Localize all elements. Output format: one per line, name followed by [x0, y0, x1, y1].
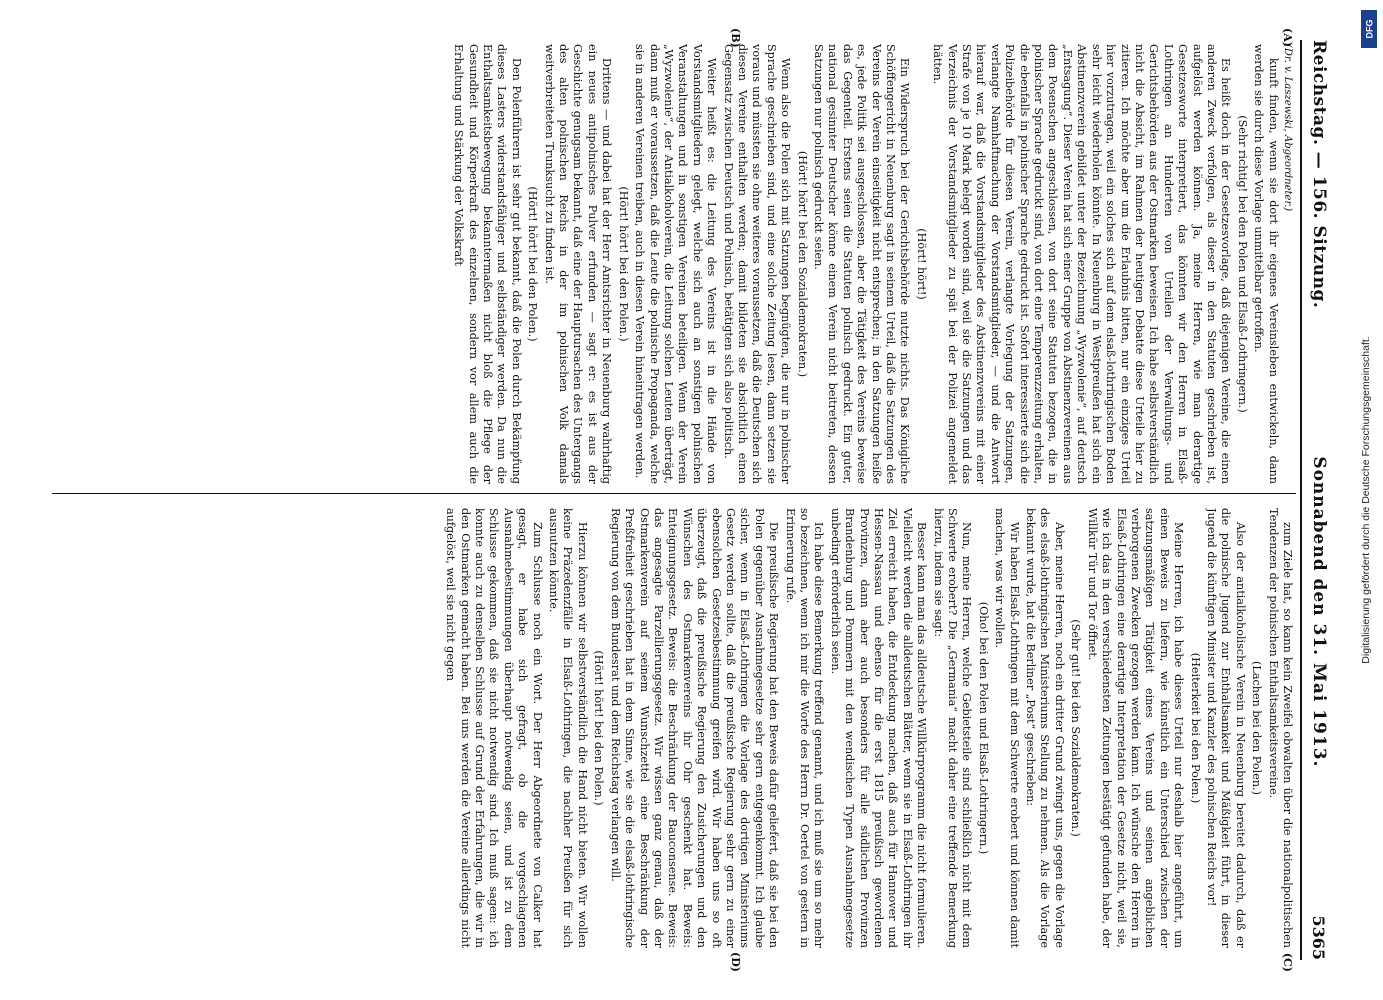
paragraph: Es heißt doch in der Gesetzesvorlage, daß diejenigen Vereine, die einen anderen Zweck verfolgen, als dieser in den Statuten geschrieben ist, aufgelöst werden können. Ja, meine Herren, wie man derartige Gesetzesworte interpretiert, das könnten wir den Herren in Elsaß-Lothringen an Hunderten von Urteilen der Verwaltungs- und Gerichtsbehörden aus der Ostmarken beweisen. Ich habe selbstverständlich nicht die Absicht, im Rahmen der heutigen Debatte diese Urteile hier zu zitieren. Ich möchte aber um die Erlaubnis bitten, nur ein einziges Urteil hier vorzutragen, weil ein solches sich auf dem elsaß-lothringischen Boden sehr leicht wiederholen könnte. In Neuenburg in Westpreußen hat sich ein Abstinenzverein gebildet unter der Bezeichnung „Wyzwolenie“, auf deutsch „Entsagung“. Dieser Verein hat sich einer Gruppe von Abstinenzvereinen aus dem Posenschen angeschlossen, von dort seine Statuten bezogen, die in polnischer Sprache gedruckt sind, von dort eine Temperenzzeitung erhalten, die ebenfalls in polnischer Sprache gedruckt ist. Sofort interessierte sich die Polizeibehörde für diesen Verein, verlangte Vorlegung der Satzungen, verlangte Namhaftmachung der Vorstandsmitglieder, — und die Antwort hierauf war, daß die Vorstandsmitglieder des Abstinenzvereins mit einer Strafe von je 10 Mark belegt worden sind, weil sie die Satzungen und das Verzeichnis der Vorstandsmitglieder zu spät bei der Polizei angemeldet hätten.	[930, 44, 1232, 484]
paragraph: Die preußische Regierung hat den Beweis dafür geliefert, daß sie bei den Polen gegenüber Ausnahmegesetze sehr gern entgegenkommt. Ich glaube sicher, wenn in Elsaß-Lothringen die Vorlage des dortigen Ministeriums Gesetz werden sollte, daß die preußische Regierung sehr gern zu einer ebensolchen Gesetzesbestimmung greifen wird. Wir haben uns so oft überzeugt, daß die preußische Regierung den Zusicherungen und den Wünschen des Ostmarkenvereins ihr Ohr geschenkt hat. Beweis: Enteignungsgesetz. Beweis: die Beschränkung der Bauconsense. Beweis: das angesagte Parzellierungsgesetz. Wir wissen ganz genau, daß der Ostmarkenverein auf seinem Wunschzettel eine Beschränkung der Preßfreiheit geschrieben hat in dem Sinne, wie sie die elsaß-lothringische Regierung von dem Bundesrat und dem Reichstag verlangen will.	[608, 508, 780, 948]
paragraph: Aber, meine Herren, noch ein dritter Grund zwingt uns, gegen die Vorlage des elsaß-lothringischen Ministeriums Stellung zu nehmen. Als die Vorlage bekannt wurde, hat die Berliner „Post“ geschrieben:	[1023, 508, 1066, 948]
rotated-print-page	[42, 30, 1342, 970]
margin-marker-b: (B)	[728, 28, 742, 48]
header-date: Sonnabend den 31. Mai 1913.	[1308, 456, 1329, 768]
paragraph: Besser kann man das alldeutsche Willkürprogramm die nicht formulieren. Vielleicht werden die alldeutschen Blätter, wenn sie in Elsaß-Lothringen ihr Ziel erreicht haben, die Entdeckung machen, daß auch für Hannover und Hessen-Nassau und ebenso für die erst 1815 preußisch gewordenen Provinzen, dann aber auch besonders für alle südlichen Provinzen Brandenburg und Pommern mit den wendischen Typen Ausnahmegesetze unbedingt erforderlich seien.	[828, 508, 928, 948]
paragraph: (Sehr gut! bei den Sozialdemokraten.)	[1068, 619, 1082, 837]
paragraph: Wenn also die Polen sich mit Satzungen begnügten, die nur in polnischer Sprache geschrieben sind, und eine solche Zeitung lesen, dann setzen sie voraus und müssten sie ohne weiteres voraussetzen, daß die Deutschen sich diesen Vereine enthalten werden; damit bildeten sie absichtlich einen Gegensatz zwischen Deutsch und Polnisch, betätigten sich also politisch.	[721, 44, 792, 484]
right-paragraphs	[442, 508, 1293, 948]
paragraph: (Hört! hört! bei den Polen.)	[591, 650, 605, 806]
paragraph: Den Polenführern ist sehr gut bekannt, daß die Polen durch Bekämpfung dieses Lasters widerstandsfähiger und selbständiger werden. Da nun die Enthaltsamkeitsbewegung bekanntermaßen nicht bloß die Pflege der Gesundheit und Körperkraft des einzelnen, sondern vor allem auch die Erhaltung und Stärkung der Volkskraft	[451, 44, 523, 484]
paragraph: (Hört! hört! bei den Sozialdemokraten.)	[795, 150, 809, 378]
speaker-note: (Dr. v. Laszewski, Abgeordneter.)	[1281, 44, 1293, 212]
paragraph: (Lachen bei den Polen.)	[1249, 661, 1263, 795]
paragraph: (Hört! hört! bei den Polen.)	[616, 186, 630, 342]
paragraph: Meine Herren, ich habe dieses Urteil nur deshalb hier angeführt, um einen Beweis zu liefern, wie künstlich ein Unterschied zwischen der satzungsmäßigen Tätigkeit eines Vereins und seinen angeblichen verborgenen Zwecken gezogen werden kann. Ich wünsche den Herren in Elsaß-Lothringen eine derartige Interpretation der Gesetze nicht, weil sie, wie ich das in den verschiedensten Zeitungen bestätigt gefunden habe, der Willkür Tür und Tor öffnet.	[1085, 508, 1185, 948]
digitization-notice-text: Digitalisierung gefördert durch die Deutsche Forschungsgemeinschaft.	[1360, 336, 1372, 664]
digitization-notice	[1355, 8, 1377, 992]
paragraph: Also der antialkoholische Verein in Neuenburg bereitet dadurch, daß er die polnische Jugend zur Enthaltsamkeit und Mäßigkeit führt, in dieser Jugend die künftigen Minister und Kanzler des polnischen Reichs vor!	[1204, 508, 1247, 948]
paragraph: Nun, meine Herren, welche Gebietsteile sind schließlich nicht mit dem Schwerte erobert? Die „Germania“ macht daher eine treffende Bemerkung hierzu, indem sie sagt:	[931, 508, 973, 948]
dfg-logo: DFG	[1361, 10, 1377, 48]
paragraph: Weiter heißt es: die Leitung des Vereins ist in die Hände von Vorstandsmitgliedern gelegt, welche sich auch an sonstigen polnischen Veranstaltungen und in sonstigen Vereinen beteiligen. Wenn der Verein „Wyzwolenie“, der Antialkoholverein, die Leitung solchen Leuten überträgt, dann muß er voraussetzen, daß die Leute die polnische Propaganda, welche sie in anderen Vereinen treiben, auch in diesen Verein hineintragen werden.	[632, 44, 718, 484]
paragraph: (Oho! bei den Polen und Elsaß-Lothringern.)	[976, 601, 990, 855]
paragraph: zum Ziele hat, so kann kein Zweifel obwalten über die nationalpolitischen Tendenzen der polnischen Enthaltsamkeitsvereine.	[1266, 508, 1294, 948]
paragraph: (Sehr richtig! bei den Polen und Elsaß-Lothringern.)	[1235, 115, 1249, 413]
page-number: 5365	[1309, 915, 1328, 960]
paragraph: kunft finden, wenn sie dort ihr eigenes Vereinsleben entwickeln, dann werden sie durch diese Vorlage unmittelbar getroffen.	[1251, 44, 1280, 484]
paragraph: Hierzu können wir selbstverständlich die Hand nicht bieten. Wir wollen keine Präzedenzfälle in Elsaß-Lothringen, die nachher Preußen für sich ausnutzen könnte.	[546, 508, 589, 948]
paragraph: Wir haben Elsaß-Lothringen mit dem Schwerte erobert und können damit machen, was wir wollen.	[992, 508, 1021, 948]
left-paragraphs	[450, 44, 1279, 484]
paragraph: (Hört! hört! bei den Polen.)	[525, 186, 539, 342]
page-header	[1300, 40, 1336, 960]
left-text-column	[52, 44, 1294, 484]
header-session: Reichstag. — 156. Sitzung.	[1308, 40, 1329, 309]
margin-marker-d: (D)	[728, 952, 742, 972]
paragraph: Ein Widerspruch bei der Gerichtsbehörde nutzte nichts. Das Königliche Schöffengericht in Neuenburg sagt in seinem Urteil, daß die Satzungen des Vereins der Verein einseitigkeit nicht entsprechen; in den Satzungen heiße es, jede Politik sei ausgeschlossen, aber die Tätigkeit des Vereins beweise das Gegenteil. Erstens seien die Statuten polnisch gedruckt. Ein guter, national gesinnter Deutscher könne einem Verein nicht beitreten, dessen Satzungen nur polnisch gedruckt seien.	[811, 44, 911, 484]
column-divider	[52, 493, 1296, 494]
paragraph: Ich habe diese Bemerkung treffend genannt, und ich muß sie um so mehr so bezeichnen, wenn ich mir die Worte des Herrn Dr. Oertel von gestern in Erinnerung rufe.	[783, 508, 825, 948]
paragraph: (Hört! hört!)	[914, 228, 928, 300]
paragraph: (Heiterkeit bei den Polen.)	[1188, 652, 1202, 804]
right-text-column	[52, 508, 1294, 948]
margin-marker-a: (A)	[1280, 28, 1294, 47]
paragraph: Zum Schlusse noch ein Wort. Der Herr Abgeordnete von Calker hat gesagt, er habe sich gefragt, ob die vorgeschlagenen Ausnahmebestimmungen überhaupt notwendig seien, und ist zu dem Schlusse gekommen, daß sie nicht notwendig sind. Ich muß sagen: ich konnte auch zu denselben Schlusse auf Grund der Erfahrungen, die wir in den Ostmarken gemacht haben. Bei uns werden die Vereine allerdings nicht aufgelöst, weil sie nicht gegen	[443, 508, 544, 948]
paragraph: Drittens — und dabei hat der Herr Amtsrichter in Neuenburg wahrhaftig ein neues antipolnisches Pulver erfunden — sagt er: es ist aus der Geschichte genugsam bekannt, daß eine der Hauptursachen des Untergangs des alten polnischen Reichs in der im polnischen Volk damals weitverbreiteten Trunksucht zu finden ist.	[542, 44, 613, 484]
margin-marker-c: (C)	[1280, 952, 1294, 972]
